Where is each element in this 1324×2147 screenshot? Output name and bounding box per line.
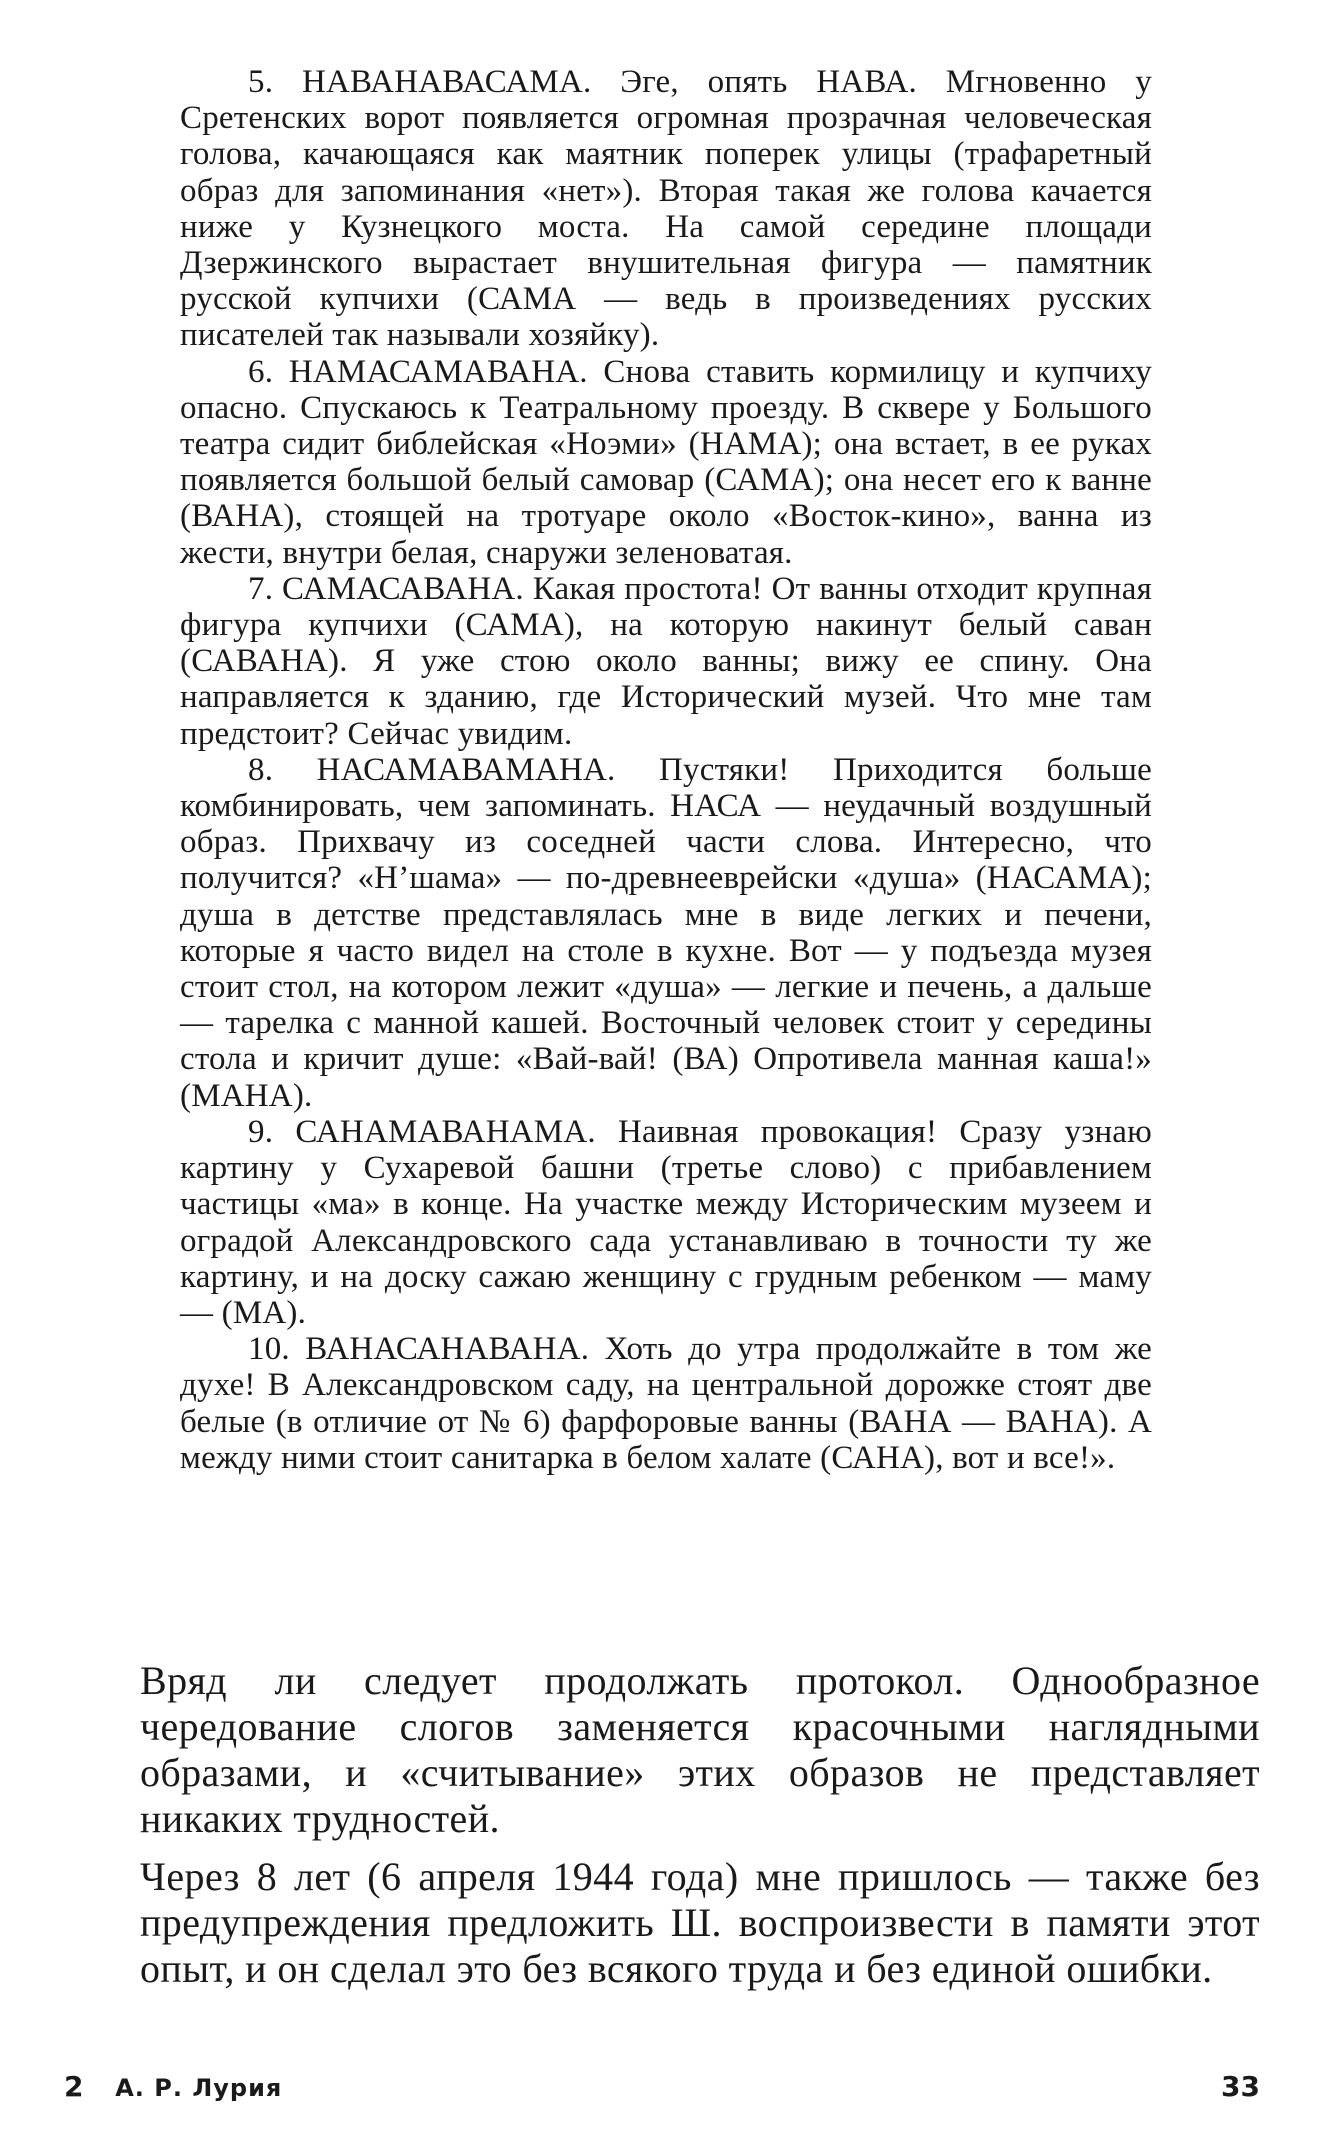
quote-paragraph-7: 7. САМАСАВАНА. Какая простота! От ванны отходит крупная фигура купчихи (САМА), на которую накинут белый саван (САВАНА). Я уже стою около ванны; вижу ее спину. Она направляется к зданию, где Исторический музей. Что мне там предстоит? Сейчас увидим.	[180, 570, 1152, 752]
signature-number: 2	[64, 2070, 84, 2103]
body-paragraph-2: Через 8 лет (6 апреля 1944 года) мне пришлось — также без предупреждения предложить Ш. воспроизвести в памяти этот опыт, и он сделал это без всякого труда и без единой ошибки.	[140, 1854, 1260, 1991]
main-body-text	[140, 1658, 1260, 2004]
signature-author: А. Р. Лурия	[115, 2074, 283, 2102]
quote-paragraph-6: 6. НАМАСАМАВАНА. Снова ставить кормилицу и купчиху опасно. Спускаюсь к Театральному проезду. В сквере у Большого театра сидит библейская «Ноэми» (НАМА); она встает, в ее руках появляется большой белый самовар (САМА); она несет его к ванне (ВАНА), стоящей на тротуаре около «Восток-кино», ванна из жести, внутри белая, снаружи зеленоватая.	[180, 353, 1152, 571]
page-number: 33	[1221, 2070, 1260, 2103]
printer-signature	[64, 2070, 282, 2103]
body-paragraph-1: Вряд ли следует продолжать протокол. Однообразное чередование слогов заменяется красочными наглядными образами, и «считывание» этих образов не представляет никаких трудностей.	[140, 1658, 1260, 1841]
quoted-protocol	[180, 64, 1152, 1476]
quote-paragraph-5: 5. НАВАНАВАСАМА. Эге, опять НАВА. Мгновенно у Сретенских ворот появляется огромная прозрачная человеческая голова, качающаяся как маятник поперек улицы (трафаретный образ для запоминания «нет»). Вторая такая же голова качается ниже у Кузнецкого моста. На самой середине площади Дзержинского вырастает внушительная фигура — памятник русской купчихи (САМА — ведь в произведениях русских писателей так называли хозяйку).	[180, 64, 1152, 354]
quote-paragraph-10: 10. ВАНАСАНАВАНА. Хоть до утра продолжайте в том же духе! В Александровском саду, на центральной дорожке стоят две белые (в отличие от № 6) фарфоровые ванны (ВАНА — ВАНА). А между ними стоит санитарка в белом халате (САНА), вот и все!».	[180, 1331, 1152, 1476]
page-footer	[64, 2070, 1260, 2110]
quote-paragraph-8: 8. НАСАМАВАМАНА. Пустяки! Приходится больше комбинировать, чем запоминать. НАСА — неудачный воздушный образ. Прихвачу из соседней части слова. Интересно, что получится? «Н’шама» — по-древнееврейски «душа» (НАСАМА); душа в детстве представлялась мне в виде легких и печени, которые я часто видел на столе в кухне. Вот — у подъезда музея стоит стол, на котором лежит «душа» — легкие и печень, а дальше — тарелка с манной кашей. Восточный человек стоит у середины стола и кричит душе: «Вай-вай! (ВА) Опротивела манная каша!» (МАНА).	[180, 751, 1152, 1114]
quote-paragraph-9: 9. САНАМАВАНАМА. Наивная провокация! Сразу узнаю картину у Сухаревой башни (третье слово) с прибавлением частицы «ма» в конце. На участке между Историческим музеем и оградой Александровского сада устанавливаю в точности ту же картину, и на доску сажаю женщину с грудным ребенком — маму — (МА).	[180, 1113, 1152, 1331]
